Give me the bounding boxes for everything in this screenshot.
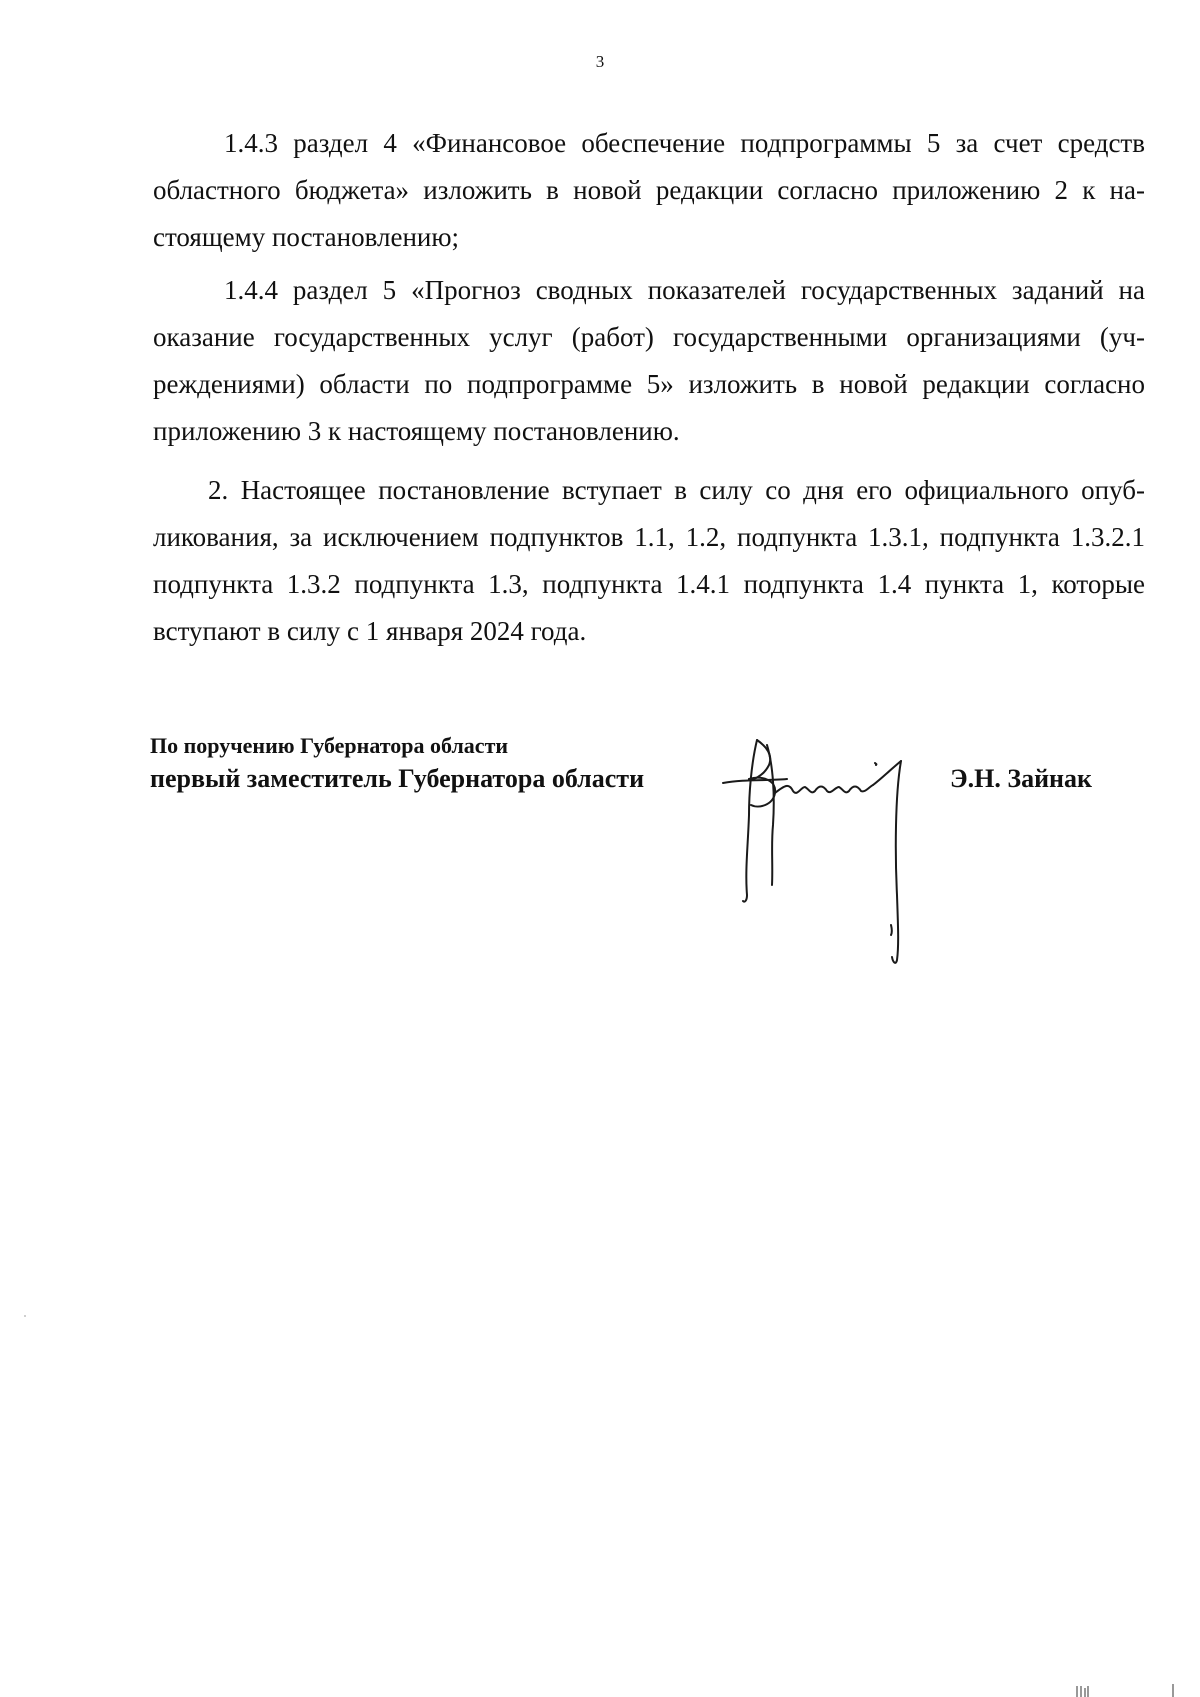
paragraph-1-4-4: 1.4.4 раздел 5 «Прогноз сводных показателей государственных заданий на оказание государственных услуг (работ) государственными организациями (учреждениями) области по подпрограмме 5» изложить в новой редакции согласно приложению 3 к настоящему постановлению. xyxy=(153,275,1145,446)
signature-instruction-line: По поручению Губернатора области xyxy=(150,733,509,758)
handwritten-signature xyxy=(715,735,945,985)
paragraph-2: 2. Настоящее постановление вступает в силу со дня его официального опубликования, за исключением подпунктов 1.1, 1.2, подпункта 1.3.1, подпункта 1.3.2.1 подпункта 1.3.2 подпункта 1.3, подпункта 1.4.1 подпункта 1.4 пункта 1, которые вступают в силу с 1 января 2024 года. xyxy=(153,475,1145,646)
scan-edge-marks xyxy=(1075,1684,1195,1697)
signatory-position: первый заместитель Губернатора области xyxy=(150,764,645,793)
scan-speck xyxy=(24,1315,26,1317)
paragraph-1-4-3: 1.4.3 раздел 4 «Финансовое обеспечение подпрограммы 5 за счет средств областного бюджета» изложить в новой редакции согласно приложению 2 к настоящему постановлению; xyxy=(153,128,1145,252)
page-number: 3 xyxy=(595,52,605,71)
signatory-name: Э.Н. Зайнак xyxy=(950,764,1093,793)
